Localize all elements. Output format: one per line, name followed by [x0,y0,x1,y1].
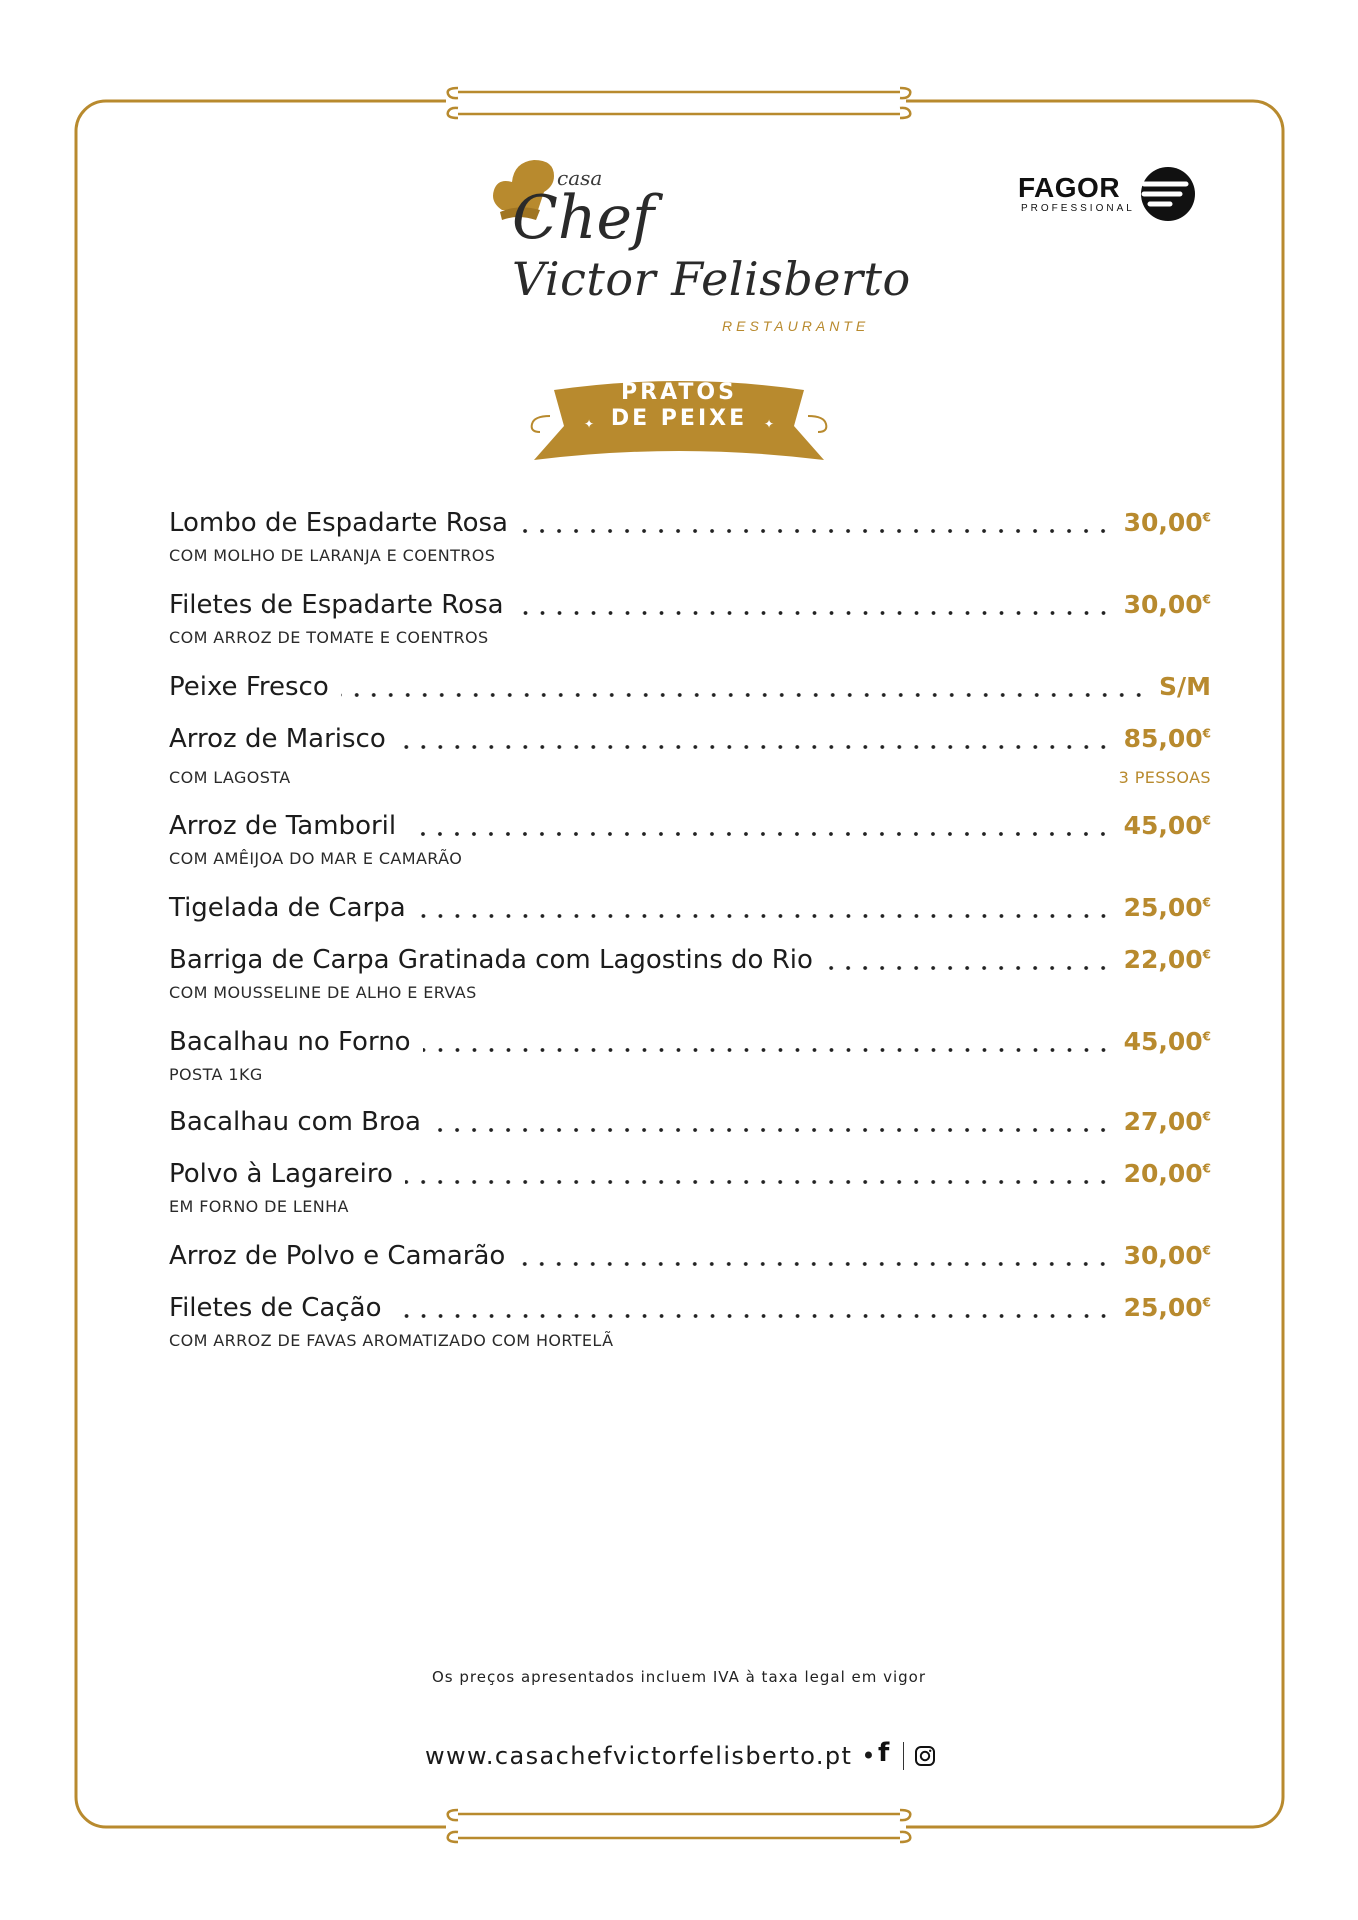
dot-leader [433,1119,1112,1141]
menu-item-row [169,893,1211,931]
menu-item-row [169,1107,1211,1145]
menu-item-note: EM FORNO DE LENHA [169,1197,349,1216]
menu-item-price [1124,508,1211,537]
currency-symbol: € [1202,947,1211,962]
menu-item-row [169,945,1211,983]
price-value: S/M [1158,672,1211,701]
dot-leader [825,957,1112,979]
menu-item-price [1124,893,1211,922]
menu-item-row [169,1293,1211,1331]
website-link[interactable]: www.casachefvictorfelisberto.pt • [425,1742,877,1770]
menu-item-row [169,672,1211,710]
menu-item-note: COM MOLHO DE LARANJA E COENTROS [169,546,496,565]
sponsor-name: FAGOR [1018,172,1121,203]
menu-item-name: Filetes de Espadarte Rosa [169,590,504,620]
menu-item-price [1124,1293,1211,1322]
banner-title-line1: PRATOS [621,380,737,405]
menu-item-price [1159,672,1211,701]
facebook-icon[interactable]: f [878,1738,890,1768]
dot-leader [405,1171,1112,1193]
dot-leader [398,736,1112,758]
currency-symbol: € [1202,592,1211,607]
menu-item-name: Arroz de Tamboril [169,811,397,841]
fagor-logo-icon [1140,166,1196,222]
menu-item-row [169,1027,1211,1065]
menu-item-note: POSTA 1KG [169,1065,263,1084]
currency-symbol: € [1202,895,1211,910]
menu-item-name: Filetes de Cação [169,1293,382,1323]
menu-item [169,1159,1211,1216]
menu-item-note: COM ARROZ DE FAVAS AROMATIZADO COM HORTELÃ [169,1331,614,1350]
menu-item-name: Tigelada de Carpa [169,893,406,923]
price-value: 45,00 [1123,811,1203,840]
price-value: 25,00 [1123,893,1203,922]
dot-leader [423,1039,1112,1061]
logo-chef-name: Victor Felisberto [512,252,911,306]
menu-item [169,945,1211,1002]
dot-leader [408,823,1111,845]
currency-symbol: € [1202,1243,1211,1258]
price-value: 30,00 [1123,1241,1203,1270]
svg-text:✦: ✦ [584,417,595,431]
menu-item-note: COM LAGOSTA [169,768,291,787]
menu-item-serves: 3 PESSOAS [1118,768,1211,787]
menu-item-note-row [169,1197,1211,1216]
dot-leader [394,1305,1112,1327]
price-value: 30,00 [1123,590,1203,619]
banner-title-line2: DE PEIXE [610,406,748,431]
price-value: 25,00 [1123,1293,1203,1322]
menu-item-note-row [169,1065,1211,1084]
menu-item-row [169,1159,1211,1197]
logo-casa-text: casa [557,166,603,190]
menu-item-price [1124,811,1211,840]
svg-text:✦: ✦ [764,417,775,431]
dot-leader [517,1253,1111,1275]
price-value: 45,00 [1123,1027,1203,1056]
menu-item [169,724,1211,787]
menu-item [169,1293,1211,1350]
dot-leader [516,602,1112,624]
currency-symbol: € [1202,1161,1211,1176]
menu-item-note-row [169,1331,1211,1350]
dot-leader [418,905,1112,927]
menu-item-price [1124,590,1211,619]
price-value: 22,00 [1123,945,1203,974]
price-value: 27,00 [1123,1107,1203,1136]
menu-item-note-row [169,983,1211,1002]
price-value: 30,00 [1123,508,1203,537]
price-value: 20,00 [1123,1159,1203,1188]
menu-item [169,1107,1211,1145]
menu-item [169,508,1211,565]
menu-item-price [1124,1241,1211,1270]
menu-item-note-row [169,849,1211,868]
menu-item-row [169,811,1211,849]
currency-symbol: € [1202,1029,1211,1044]
menu-item-name: Polvo à Lagareiro [169,1159,393,1189]
logo-subtitle: RESTAURANTE [722,318,870,334]
menu-item-price [1124,1159,1211,1188]
menu-item-row [169,1241,1211,1279]
menu-item-name: Peixe Fresco [169,672,329,702]
menu-item [169,1027,1211,1084]
menu-item-price [1124,945,1211,974]
sponsor-subtitle: PROFESSIONAL [1021,203,1135,214]
currency-symbol: € [1202,1295,1211,1310]
menu-item-price [1124,724,1211,753]
menu-item-note: COM AMÊIJOA DO MAR E CAMARÃO [169,849,463,868]
menu-item-row [169,508,1211,546]
menu-item-name: Arroz de Marisco [169,724,386,754]
menu-item-name: Bacalhau com Broa [169,1107,421,1137]
dot-leader [520,520,1112,542]
menu-item-name: Arroz de Polvo e Camarão [169,1241,506,1271]
menu-item-note: COM ARROZ DE TOMATE E COENTROS [169,628,489,647]
menu-item-name: Bacalhau no Forno [169,1027,411,1057]
tax-note: Os preços apresentados incluem IVA à taxa legal em vigor [431,1668,927,1686]
menu-item [169,893,1211,931]
menu-item-note-row [169,628,1211,647]
menu-item-note: COM MOUSSELINE DE ALHO E ERVAS [169,983,477,1002]
dot-leader [341,684,1147,706]
menu-item-name: Lombo de Espadarte Rosa [169,508,508,538]
price-value: 85,00 [1123,724,1203,753]
menu-item-row [169,590,1211,628]
logo-chef-text: Chef [512,183,655,253]
menu-item [169,1241,1211,1279]
currency-symbol: € [1202,813,1211,828]
menu-item-note-row [169,546,1211,565]
currency-symbol: € [1202,726,1211,741]
menu-item [169,672,1211,710]
currency-symbol: € [1202,1109,1211,1124]
menu-item [169,811,1211,868]
menu-item-row [169,724,1211,762]
menu-item-price [1124,1027,1211,1056]
instagram-icon[interactable] [914,1745,936,1767]
icon-divider [903,1742,904,1770]
menu-item-note-row [169,768,1211,787]
currency-symbol: € [1202,510,1211,525]
menu-item [169,590,1211,647]
menu-item-name: Barriga de Carpa Gratinada com Lagostins do Rio [169,945,813,975]
menu-item-price [1124,1107,1211,1136]
